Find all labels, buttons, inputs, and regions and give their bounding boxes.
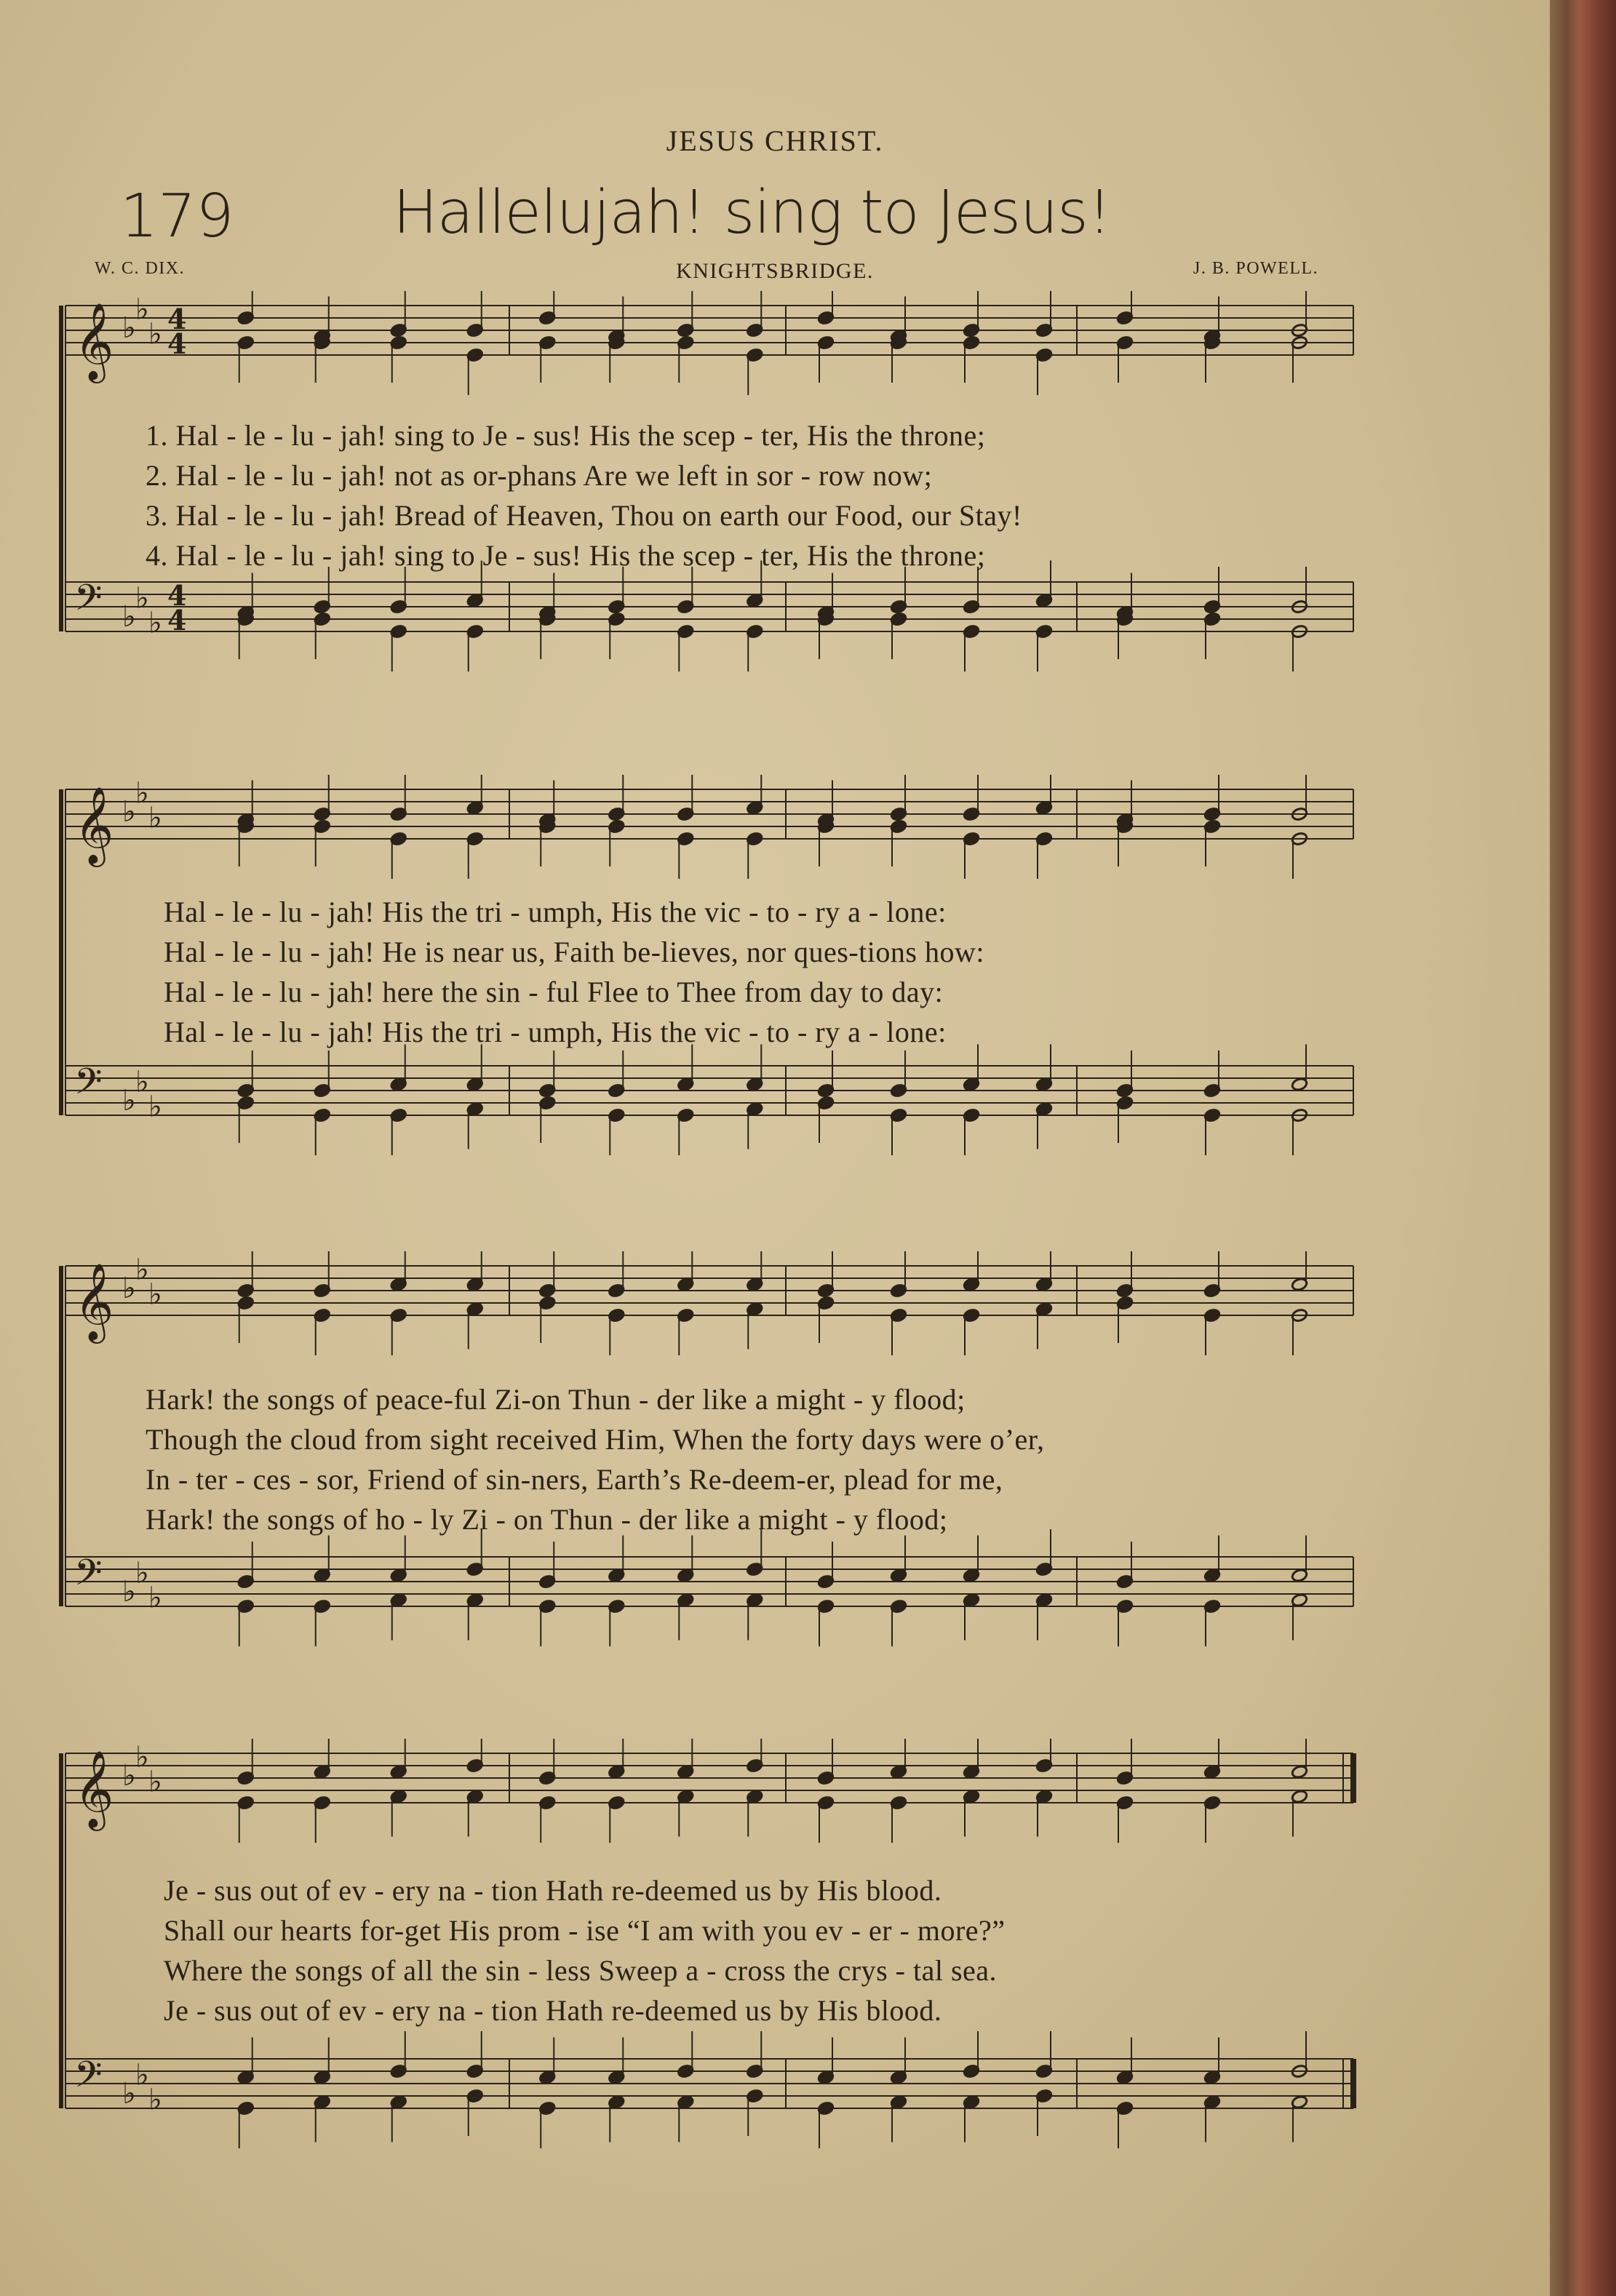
svg-text:♭: ♭: [135, 776, 149, 810]
svg-text:♭: ♭: [135, 1253, 149, 1287]
lyric-line: Hal - le - lu - jah! His the tri - umph, His the vic - to - ry a - lone:: [164, 1016, 947, 1048]
svg-text:♭: ♭: [148, 317, 162, 351]
music-system-4: [58, 1739, 1368, 2175]
lyric-line: 4. Hal - le - lu - jah! sing to Je - sus! His the scep - ter, His the throne;: [146, 539, 986, 572]
svg-text:♭: ♭: [122, 600, 136, 634]
hymn-number: 179: [120, 182, 234, 251]
svg-text:𝄞: 𝄞: [74, 302, 114, 380]
svg-text:4: 4: [167, 579, 187, 612]
lyric-line: 3. Hal - le - lu - jah! Bread of Heaven, Thou on earth our Food, our Stay!: [146, 499, 1022, 532]
svg-text:4: 4: [167, 327, 187, 360]
svg-text:♭: ♭: [122, 1084, 136, 1117]
svg-text:♭: ♭: [148, 1765, 162, 1799]
lyric-line: Hark! the songs of peace-ful Zi-on Thun - der like a might - y flood;: [146, 1383, 966, 1416]
lyric-line: Hark! the songs of ho - ly Zi - on Thun - der like a might - y flood;: [146, 1503, 948, 1536]
svg-text:𝄢: 𝄢: [74, 2054, 103, 2105]
svg-text:♭: ♭: [148, 801, 162, 835]
hymn-title: Hallelujah! sing to Jesus!: [393, 178, 1111, 247]
svg-text:𝄢: 𝄢: [74, 577, 103, 628]
svg-text:4: 4: [167, 604, 187, 637]
svg-text:𝄞: 𝄞: [74, 786, 114, 864]
lyric-line: 2. Hal - le - lu - jah! not as or-phans Are we left in sor - row now;: [146, 459, 933, 492]
svg-text:♭: ♭: [148, 1277, 162, 1312]
svg-text:♭: ♭: [135, 2058, 149, 2092]
composer-credit: J. B. POWELL.: [1193, 259, 1319, 278]
svg-text:♭: ♭: [122, 1759, 136, 1793]
lyric-line: Je - sus out of ev - ery na - tion Hath re-deemed us by His blood.: [164, 1994, 942, 2027]
lyric-line: Hal - le - lu - jah! here the sin - ful Flee to Thee from day to day:: [164, 976, 944, 1008]
book-edge: [1550, 0, 1616, 2296]
lyric-line: Though the cloud from sight received Him, When the forty days were o’er,: [146, 1423, 1045, 1456]
author-credit: W. C. DIX.: [95, 259, 186, 278]
svg-text:♭: ♭: [122, 2077, 136, 2110]
lyric-line: Shall our hearts for-get His prom - ise “I am with you ev - er - more?”: [164, 1914, 1006, 1947]
svg-text:𝄞: 𝄞: [74, 1750, 114, 1827]
svg-text:𝄢: 𝄢: [74, 1061, 103, 1112]
svg-text:♭: ♭: [135, 1065, 149, 1099]
music-system-3: [58, 1251, 1368, 1673]
svg-text:♭: ♭: [135, 1556, 149, 1590]
lyric-line: Hal - le - lu - jah! He is near us, Faith be-lieves, nor ques-tions how:: [164, 936, 984, 968]
svg-text:♭: ♭: [148, 606, 162, 640]
lyric-line: Hal - le - lu - jah! His the tri - umph, His the vic - to - ry a - lone:: [164, 896, 947, 928]
svg-text:♭: ♭: [122, 1575, 136, 1609]
tune-name: KNIGHTSBRIDGE.: [676, 259, 874, 283]
svg-text:4: 4: [167, 303, 187, 335]
lyric-line: Where the songs of all the sin - less Sweep a - cross the crys - tal sea.: [164, 1954, 998, 1987]
lyric-line: In - ter - ces - sor, Friend of sin-ners, Earth’s Re-deem-er, plead for me,: [146, 1463, 1003, 1496]
section-heading: JESUS CHRIST.: [666, 124, 884, 157]
svg-text:♭: ♭: [148, 1581, 162, 1615]
music-system-1: [58, 291, 1368, 698]
svg-text:𝄢: 𝄢: [74, 1552, 103, 1603]
svg-text:♭: ♭: [135, 581, 149, 615]
svg-text:♭: ♭: [122, 311, 136, 345]
svg-text:♭: ♭: [135, 292, 149, 327]
svg-text:♭: ♭: [148, 1090, 162, 1124]
svg-text:♭: ♭: [148, 2083, 162, 2117]
music-system-2: [58, 775, 1368, 1182]
svg-text:♭: ♭: [135, 1740, 149, 1774]
svg-text:♭: ♭: [122, 1272, 136, 1305]
svg-text:𝄞: 𝄞: [74, 1262, 114, 1340]
lyric-line: 1. Hal - le - lu - jah! sing to Je - sus! His the scep - ter, His the throne;: [146, 419, 986, 452]
lyric-line: Je - sus out of ev - ery na - tion Hath re-deemed us by His blood.: [164, 1874, 942, 1907]
staff-notation: [58, 291, 1368, 698]
svg-text:♭: ♭: [122, 795, 136, 829]
